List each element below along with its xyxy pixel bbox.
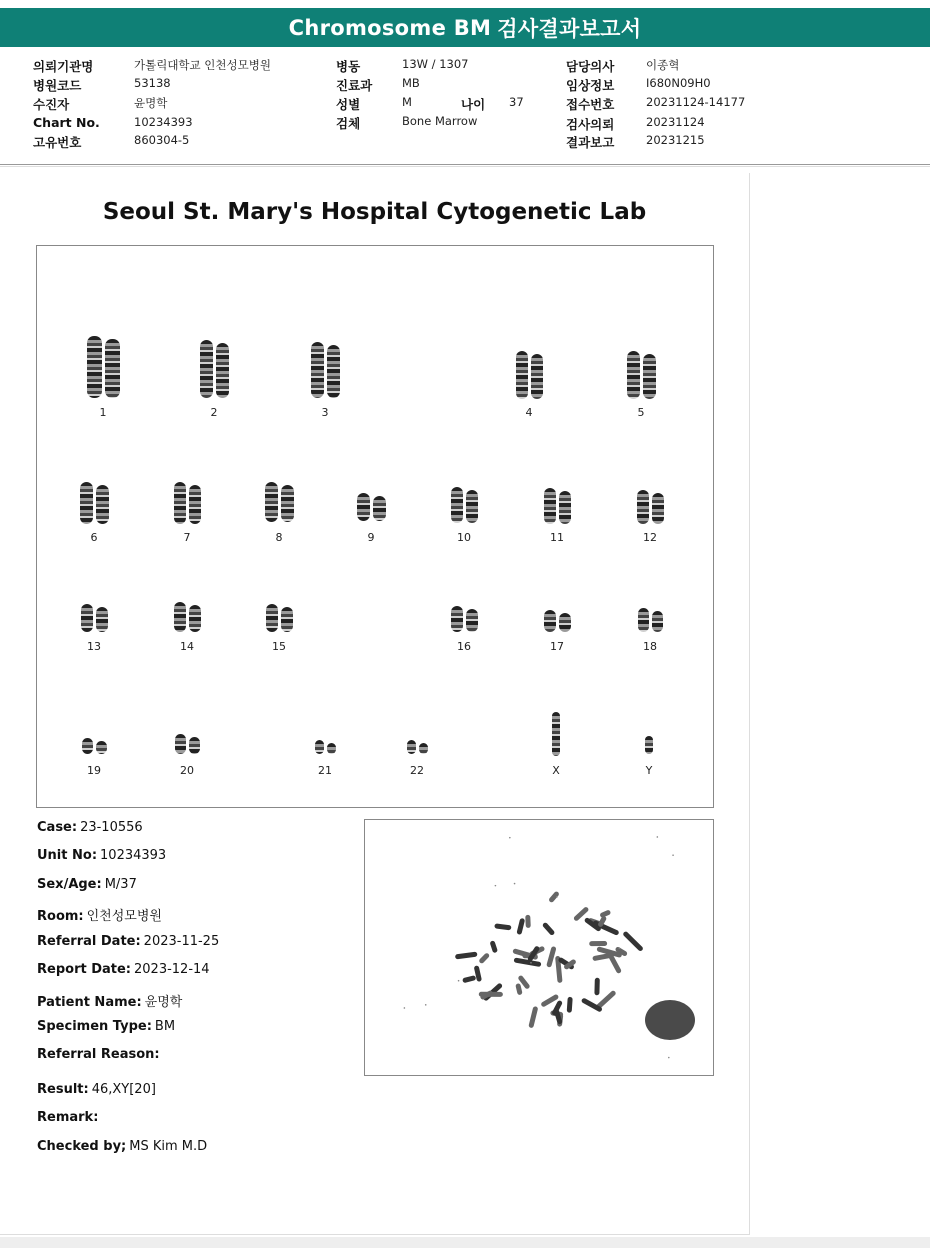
chromosome-pair-18 — [620, 608, 680, 632]
detail-label: Specimen Type: — [37, 1019, 152, 1034]
chromosome-label: 10 — [457, 531, 471, 544]
info-label: 병원코드 — [33, 78, 82, 93]
chromosome-pair-9 — [341, 493, 401, 521]
info-label: 검사의뢰 — [566, 117, 615, 132]
chromosome-icon — [466, 609, 478, 632]
info-value: 13W / 1307 — [402, 57, 469, 71]
chromosome-label: 9 — [367, 531, 375, 544]
info-value: 20231124 — [646, 115, 705, 129]
chromosome-icon — [544, 610, 556, 632]
chromosome-icon — [315, 740, 324, 754]
chromosome-icon — [357, 493, 370, 521]
detail-row — [37, 1082, 156, 1097]
chromosome-icon — [552, 712, 560, 756]
detail-label: Referral Reason: — [37, 1047, 160, 1062]
detail-row — [37, 1019, 175, 1034]
detail-label: Referral Date: — [37, 934, 141, 949]
chromosome-pair-16 — [434, 606, 494, 632]
info-label: 의뢰기관명 — [33, 59, 94, 74]
chromosome-icon — [175, 734, 186, 754]
chromosome-label: 14 — [180, 640, 194, 653]
chromosome-icon — [327, 345, 340, 398]
info-label: 임상정보 — [566, 78, 615, 93]
divider — [0, 164, 930, 165]
detail-value: 23-10556 — [80, 820, 143, 835]
chromosome-label: 11 — [550, 531, 564, 544]
detail-row — [37, 848, 166, 863]
chromosome-pair-19 — [64, 738, 124, 754]
chromosome-pair-10 — [434, 487, 494, 523]
chromosome-icon — [419, 743, 428, 754]
chromosome-icon — [466, 490, 478, 523]
info-value: 10234393 — [134, 115, 193, 129]
chromosome-label: 20 — [180, 764, 194, 777]
chromosome-label: 8 — [275, 531, 283, 544]
chromosome-label: 21 — [318, 764, 332, 777]
detail-label: Room: — [37, 909, 84, 924]
chromosome-icon — [216, 343, 229, 398]
detail-value: M/37 — [104, 877, 137, 892]
chromosome-pair-5 — [611, 351, 671, 399]
chromosome-label: 18 — [643, 640, 657, 653]
chromosome-pair-7 — [157, 482, 217, 524]
chromosome-pair-22 — [387, 740, 447, 754]
detail-label: Sex/Age: — [37, 877, 102, 892]
chromosome-pair-Y — [619, 736, 679, 754]
chromosome-pair-3 — [295, 342, 355, 398]
chromosome-icon — [645, 736, 653, 754]
chromosome-icon — [174, 482, 186, 524]
chromosome-label: 16 — [457, 640, 471, 653]
info-value: 37 — [509, 95, 524, 109]
chromosome-label: Y — [645, 764, 653, 777]
chromosome-icon — [373, 496, 386, 521]
chromosome-pair-12 — [620, 490, 680, 524]
info-value: 860304-5 — [134, 133, 190, 147]
chromosome-icon — [174, 602, 186, 632]
chromosome-label: 15 — [272, 640, 286, 653]
chromosome-icon — [265, 482, 278, 522]
chromosome-icon — [105, 339, 120, 398]
detail-row — [37, 991, 182, 1010]
chromosome-icon — [189, 605, 201, 632]
detail-value: BM — [154, 1019, 176, 1034]
metaphase-spread-icon — [364, 819, 714, 1076]
detail-row — [37, 934, 219, 949]
chromosome-icon — [637, 490, 649, 524]
chromosome-icon — [266, 604, 278, 632]
chromosome-icon — [638, 608, 649, 632]
detail-label: Result: — [37, 1082, 89, 1097]
chromosome-icon — [559, 491, 571, 524]
chromosome-label: 19 — [87, 764, 101, 777]
chromosome-pair-13 — [64, 604, 124, 632]
detail-value: 46,XY[20] — [91, 1082, 156, 1097]
chromosome-pair-15 — [249, 604, 309, 632]
info-label: 성별 — [336, 97, 361, 112]
chromosome-pair-20 — [157, 734, 217, 754]
detail-label: Patient Name: — [37, 995, 142, 1010]
detail-value: MS Kim M.D — [129, 1139, 208, 1154]
detail-label: Report Date: — [37, 962, 132, 977]
detail-row — [37, 962, 210, 977]
chromosome-icon — [516, 351, 528, 399]
report-title-banner — [0, 8, 930, 47]
detail-value: 2023-12-14 — [134, 962, 210, 977]
detail-label: Remark: — [37, 1110, 99, 1125]
metaphase-spread-graphic — [365, 820, 713, 1075]
chromosome-icon — [96, 741, 107, 754]
detail-value: 인천성모병원 — [86, 909, 162, 924]
chromosome-label: 5 — [637, 406, 645, 419]
chromosome-pair-17 — [527, 610, 587, 632]
detail-value: 2023-11-25 — [143, 934, 220, 949]
chromosome-pair-21 — [295, 740, 355, 754]
cytogenetic-report — [0, 173, 750, 1235]
chromosome-icon — [96, 485, 109, 524]
detail-row — [37, 877, 137, 892]
info-label: 수진자 — [33, 97, 70, 112]
detail-label: Unit No: — [37, 848, 98, 863]
info-value: M — [402, 95, 412, 109]
info-value: 20231215 — [646, 133, 705, 147]
chromosome-icon — [652, 611, 663, 632]
info-value: 이종혁 — [646, 58, 680, 72]
chromosome-pair-1 — [73, 336, 133, 398]
chromosome-label: 22 — [410, 764, 424, 777]
patient-info-header — [0, 47, 930, 165]
chromosome-icon — [451, 487, 463, 523]
chromosome-pair-14 — [157, 602, 217, 632]
info-label: 결과보고 — [566, 135, 615, 150]
info-value: 20231124-14177 — [646, 95, 746, 109]
chromosome-icon — [87, 336, 102, 398]
detail-value: 10234393 — [100, 848, 167, 863]
chromosome-pair-X — [526, 712, 586, 756]
detail-row — [37, 905, 162, 924]
info-label: 고유번호 — [33, 135, 82, 150]
chromosome-icon — [311, 342, 324, 398]
chromosome-pair-6 — [64, 482, 124, 524]
chromosome-icon — [643, 354, 656, 399]
chromosome-pair-8 — [249, 482, 309, 522]
chromosome-label: 1 — [99, 406, 107, 419]
info-label: Chart No. — [33, 115, 100, 130]
chromosome-icon — [652, 493, 664, 524]
chromosome-icon — [81, 604, 93, 632]
chromosome-icon — [327, 743, 336, 754]
lab-title: Seoul St. Mary's Hospital Cytogenetic Lab — [102, 199, 647, 225]
chromosome-pair-11 — [527, 488, 587, 524]
info-label: 접수번호 — [566, 97, 615, 112]
chromosome-label: 4 — [525, 406, 533, 419]
chromosome-icon — [200, 340, 213, 398]
divider — [0, 166, 930, 167]
info-value: 가톨릭대학교 인천성모병원 — [134, 58, 271, 72]
info-value: I680N09H0 — [646, 76, 711, 90]
chromosome-pair-4 — [499, 351, 559, 399]
info-value: MB — [402, 76, 420, 90]
chromosome-icon — [281, 607, 293, 632]
chromosome-label: 7 — [183, 531, 191, 544]
karyogram-icon — [36, 245, 714, 808]
detail-row — [37, 1047, 163, 1062]
chromosome-icon — [80, 482, 93, 524]
page-bottom-bar — [0, 1237, 930, 1248]
info-label: 나이 — [461, 97, 486, 112]
chromosome-label: 13 — [87, 640, 101, 653]
chromosome-icon — [451, 606, 463, 632]
chromosome-label: 2 — [210, 406, 218, 419]
report-title-korean: 검사결과보고서 — [497, 16, 642, 41]
chromosome-icon — [544, 488, 556, 524]
chromosome-icon — [531, 354, 543, 399]
detail-label: Checked by; — [37, 1139, 127, 1154]
detail-label: Case: — [37, 820, 78, 835]
info-label: 담당의사 — [566, 59, 615, 74]
detail-row — [37, 1139, 207, 1154]
chromosome-icon — [407, 740, 416, 754]
detail-value: 윤명학 — [144, 995, 183, 1010]
chromosome-icon — [627, 351, 640, 399]
chromosome-icon — [82, 738, 93, 754]
detail-row — [37, 1110, 101, 1125]
info-label: 병동 — [336, 59, 361, 74]
chromosome-pair-2 — [184, 340, 244, 398]
detail-row — [37, 820, 143, 835]
chromosome-label: 3 — [321, 406, 329, 419]
report-title-latin: Chromosome BM — [288, 15, 492, 40]
info-label: 진료과 — [336, 78, 373, 93]
chromosome-label: X — [552, 764, 560, 777]
info-value: 윤명학 — [134, 96, 168, 110]
chromosome-label: 17 — [550, 640, 564, 653]
chromosome-icon — [559, 613, 571, 632]
info-value: Bone Marrow — [402, 114, 478, 128]
chromosome-icon — [96, 607, 108, 632]
chromosome-icon — [189, 737, 200, 754]
chromosome-label: 6 — [90, 531, 98, 544]
info-label: 검체 — [336, 116, 361, 131]
info-value: 53138 — [134, 76, 171, 90]
chromosome-icon — [281, 485, 294, 522]
chromosome-icon — [189, 485, 201, 524]
chromosome-label: 12 — [643, 531, 657, 544]
